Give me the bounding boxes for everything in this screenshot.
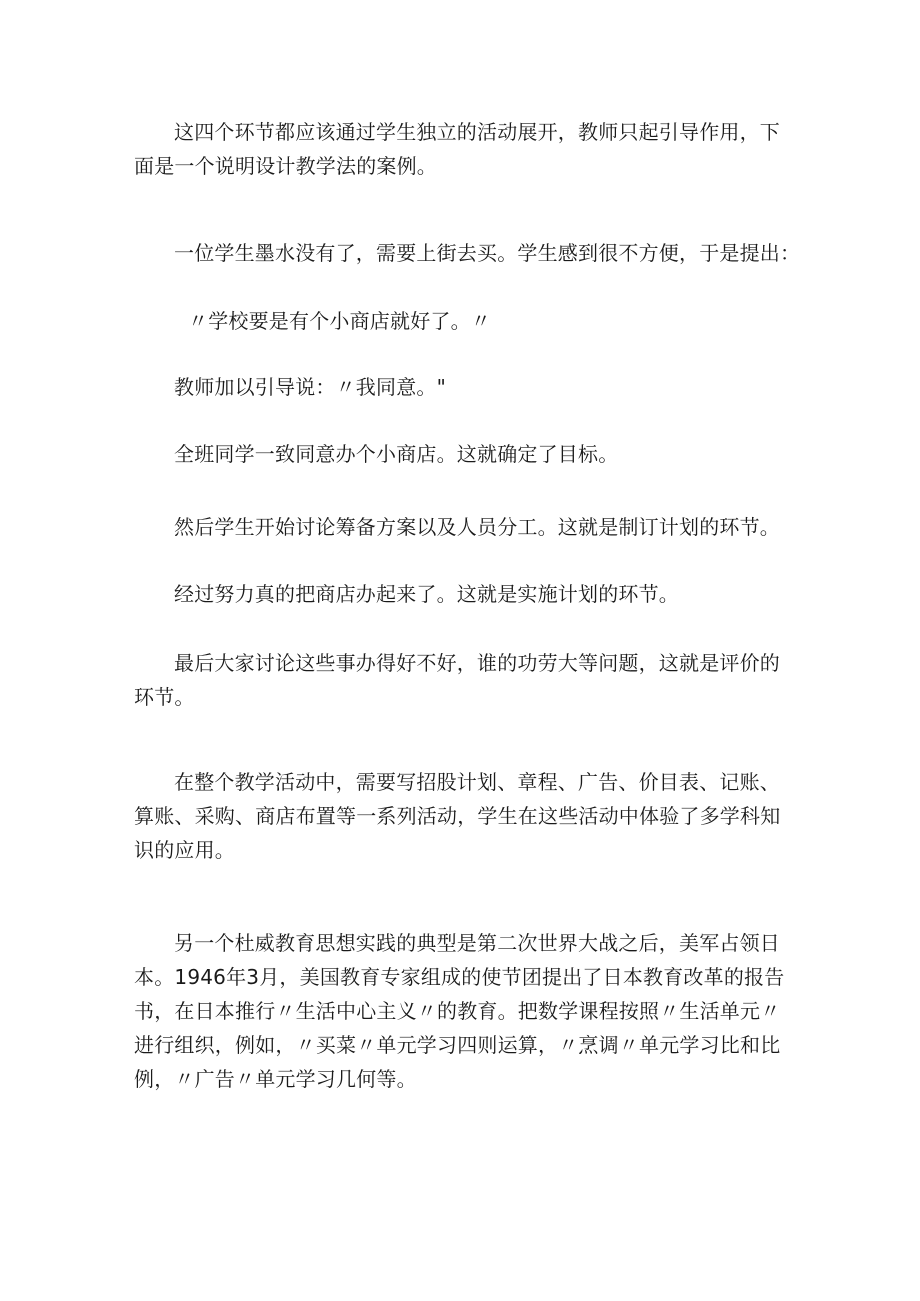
text-line: 最后大家讨论这些事办得好不好，谁的功劳大等问题，这就是评价的 bbox=[174, 651, 780, 675]
paragraph-implementation bbox=[134, 577, 784, 611]
paragraph-planning bbox=[134, 510, 784, 544]
text-line: 然后学生开始讨论筹备方案以及人员分工。这就是制订计划的环节。 bbox=[174, 515, 780, 539]
text-line: 全班同学一致同意办个小商店。这就确定了目标。 bbox=[174, 442, 619, 466]
text-line: 一位学生墨水没有了，需要上街去买。学生感到很不方便，于是提出： bbox=[174, 241, 801, 265]
text-line: 这四个环节都应该通过学生独立的活动展开，教师只起引导作用，下 bbox=[174, 120, 780, 144]
paragraph-japan-reform bbox=[134, 926, 784, 1096]
text-line: 〃学校要是有个小商店就好了。〃 bbox=[188, 309, 491, 333]
text-line: 环节。 bbox=[134, 685, 195, 709]
paragraph-multidisciplinary bbox=[134, 765, 784, 867]
paragraph-evaluation bbox=[134, 646, 784, 714]
text-line: 识的应用。 bbox=[134, 838, 235, 862]
text-line: 进行组织，例如，〃买菜〃单元学习四则运算，〃烹调〃单元学习比和比 bbox=[134, 1033, 781, 1057]
text-line: 例，〃广告〃单元学习几何等。 bbox=[134, 1067, 417, 1091]
paragraph-student-quote bbox=[134, 304, 784, 338]
paragraph-student-ink bbox=[134, 236, 801, 270]
text-line: 面是一个说明设计教学法的案例。 bbox=[134, 154, 437, 178]
text-line: 另一个杜威教育思想实践的典型是第二次世界大战之后，美军占领日 bbox=[174, 931, 780, 955]
text-line: 在整个教学活动中，需要写招股计划、章程、广告、价目表、记账、 bbox=[174, 770, 780, 794]
paragraph-teaching-phases bbox=[134, 115, 784, 183]
paragraph-teacher-guidance bbox=[134, 370, 784, 404]
text-line: 教师加以引导说：〃我同意。" bbox=[174, 375, 446, 399]
text-line: 本。1946年3月，美国教育专家组成的使节团提出了日本教育改革的报告 bbox=[134, 965, 785, 989]
text-line: 算账、采购、商店布置等一系列活动，学生在这些活动中体验了多学科知 bbox=[134, 804, 781, 828]
text-line: 书，在日本推行〃生活中心主义〃的教育。把数学课程按照〃生活单元〃 bbox=[134, 999, 781, 1023]
text-line: 经过努力真的把商店办起来了。这就是实施计划的环节。 bbox=[174, 582, 679, 606]
paragraph-goal-set bbox=[134, 437, 784, 471]
